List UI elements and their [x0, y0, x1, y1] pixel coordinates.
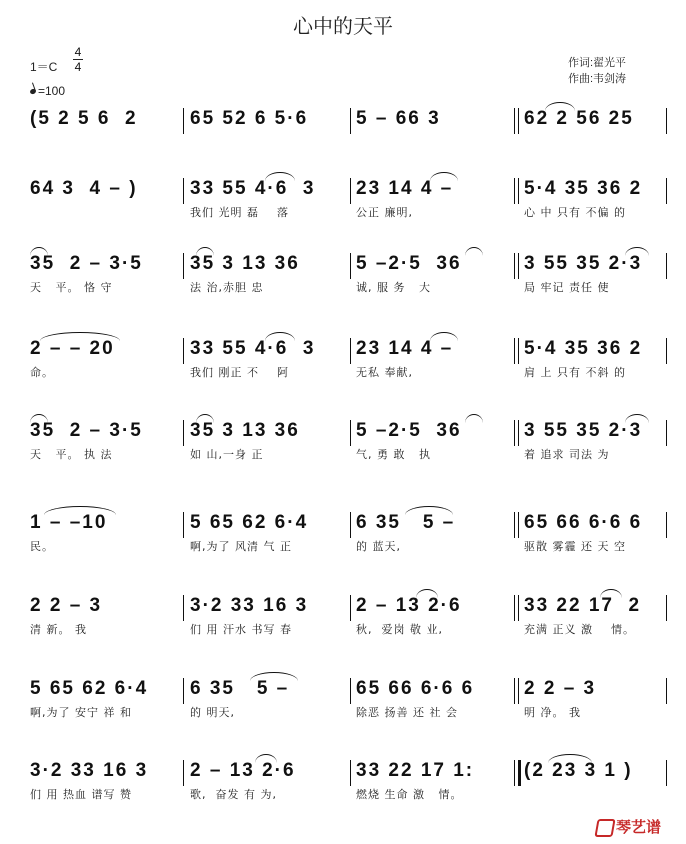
- measure-notes: 2 – 13 2·6: [190, 760, 296, 781]
- barline: [666, 108, 667, 134]
- composer: 作曲:韦剑涛: [568, 73, 627, 85]
- barline: [183, 760, 184, 786]
- measure: [520, 420, 662, 480]
- measure: [352, 338, 515, 398]
- barline: [666, 178, 667, 204]
- measure: [186, 512, 348, 572]
- measure-notes: 33 55 4·6 3: [190, 178, 316, 199]
- measure-lyrics: 们 用 汗水 书写 春: [190, 623, 292, 636]
- measure-lyrics: 着 追求 司法 为: [524, 448, 610, 461]
- measure-notes: 2 – – 20: [30, 338, 115, 359]
- barline: [183, 512, 184, 538]
- measure: [352, 512, 515, 572]
- measure-notes: 62 2 56 25: [524, 108, 634, 129]
- slur-mark: [430, 172, 458, 181]
- tempo-value: =100: [38, 84, 66, 98]
- barline: [183, 178, 184, 204]
- measure: [352, 108, 515, 168]
- slur-mark: [30, 414, 48, 423]
- measure-lyrics: 如 山,一身 正: [190, 448, 264, 461]
- measure-lyrics: 歌, 奋发 有 为,: [190, 788, 277, 801]
- measure: [26, 178, 181, 238]
- measure-notes: 65 66 6·6 6: [524, 512, 643, 533]
- measure-notes: 5 – 66 3: [356, 108, 441, 129]
- measure-lyrics: 局 牢记 责任 使: [524, 281, 610, 294]
- measure-notes: 64 3 4 – ): [30, 178, 138, 199]
- measure-notes: (2 23 3 1 ): [524, 760, 633, 781]
- measure-lyrics: 的 蓝天,: [356, 540, 401, 553]
- barline: [666, 420, 667, 446]
- measure-notes: 6 35 5 –: [356, 512, 456, 533]
- slur-mark: [465, 414, 483, 423]
- barline: [666, 512, 667, 538]
- measure: [520, 512, 662, 572]
- barline: [518, 595, 519, 621]
- score-row: [0, 253, 686, 313]
- measure: [186, 595, 348, 655]
- measure-notes: (5 2 5 6 2: [30, 108, 138, 129]
- measure-lyrics: 充满 正义 激 情。: [524, 623, 635, 636]
- measure: [26, 420, 181, 480]
- measure-notes: 33 55 4·6 3: [190, 338, 316, 359]
- score-row: [0, 678, 686, 738]
- measure-lyrics: 气, 勇 敢 执: [356, 448, 431, 461]
- measure: [26, 253, 181, 313]
- slur-mark: [265, 172, 295, 181]
- measure: [186, 420, 348, 480]
- barline: [518, 178, 519, 204]
- slur-mark: [465, 247, 483, 256]
- measure: [186, 760, 348, 820]
- score-row: [0, 178, 686, 238]
- slur-mark: [30, 247, 48, 256]
- barline: [183, 108, 184, 134]
- measure-lyrics: 秋, 爱岗 敬 业,: [356, 623, 443, 636]
- measure-lyrics: 啊,为了 安宁 祥 和: [30, 706, 132, 719]
- barline: [518, 760, 521, 786]
- barline: [350, 420, 351, 446]
- measure: [352, 253, 515, 313]
- measure-notes: 3·2 33 16 3: [30, 760, 149, 781]
- slur-mark: [548, 754, 592, 763]
- barline: [183, 678, 184, 704]
- measure: [26, 760, 181, 820]
- measure-notes: 5·4 35 36 2: [524, 338, 643, 359]
- measure: [26, 595, 181, 655]
- measure-lyrics: 无私 奉献,: [356, 366, 413, 379]
- measure-notes: 5 65 62 6·4: [30, 678, 149, 699]
- measure-notes: 5 –2·5 36: [356, 253, 462, 274]
- measure-notes: 33 22 17 2: [524, 595, 642, 616]
- score-row: [0, 512, 686, 572]
- measure-notes: 5 –2·5 36: [356, 420, 462, 441]
- barline: [666, 678, 667, 704]
- measure: [520, 108, 662, 168]
- measure-notes: 3 55 35 2·3: [524, 253, 643, 274]
- measure: [26, 678, 181, 738]
- score-row: [0, 760, 686, 820]
- logo-text: 琴艺谱: [616, 818, 662, 836]
- lyricist: 作词:翟光平: [568, 57, 627, 69]
- score-row: [0, 420, 686, 480]
- measure-lyrics: 除恶 扬善 还 社 会: [356, 706, 458, 719]
- barline: [183, 420, 184, 446]
- measure-notes: 6 35 5 –: [190, 678, 290, 699]
- slur-mark: [430, 332, 458, 341]
- measure-lyrics: 心 中 只有 不偏 的: [524, 206, 626, 219]
- barline: [518, 338, 519, 364]
- score-row: [0, 595, 686, 655]
- measure: [520, 338, 662, 398]
- barline: [666, 253, 667, 279]
- measure: [26, 512, 181, 572]
- measure-notes: 5·4 35 36 2: [524, 178, 643, 199]
- measure-notes: 1 – –10: [30, 512, 108, 533]
- barline: [518, 108, 519, 134]
- measure: [520, 760, 662, 820]
- barline: [518, 253, 519, 279]
- credits: [568, 55, 626, 87]
- measure: [520, 595, 662, 655]
- measure-notes: 2 2 – 3: [30, 595, 103, 616]
- barline: [350, 595, 351, 621]
- score-row: [0, 338, 686, 398]
- barline: [350, 678, 351, 704]
- slur-mark: [545, 102, 575, 111]
- measure-lyrics: 清 新。 我: [30, 623, 87, 636]
- barline: [666, 760, 667, 786]
- slur-mark: [625, 247, 649, 256]
- tempo-marking: [30, 84, 65, 98]
- measure: [26, 108, 181, 168]
- measure-lyrics: 明 净。 我: [524, 706, 581, 719]
- measure: [186, 108, 348, 168]
- slur-mark: [250, 672, 298, 681]
- measure-notes: 35 3 13 36: [190, 253, 300, 274]
- slur-mark: [44, 506, 116, 515]
- measure-notes: 23 14 4 –: [356, 178, 454, 199]
- measure: [352, 595, 515, 655]
- measure-lyrics: 我们 光明 磊 落: [190, 206, 289, 219]
- measure: [520, 178, 662, 238]
- measure-notes: 65 66 6·6 6: [356, 678, 475, 699]
- barline: [350, 760, 351, 786]
- measure: [352, 420, 515, 480]
- quarter-note-icon: [29, 88, 36, 95]
- barline: [666, 595, 667, 621]
- score-row: [0, 108, 686, 168]
- slur-mark: [40, 332, 120, 341]
- measure: [186, 678, 348, 738]
- slur-mark: [625, 414, 649, 423]
- barline: [518, 678, 519, 704]
- measure-notes: 35 2 – 3·5: [30, 420, 143, 441]
- measure-lyrics: 我们 刚正 不 阿: [190, 366, 289, 379]
- barline: [183, 338, 184, 364]
- measure: [352, 178, 515, 238]
- measure-lyrics: 肩 上 只有 不斜 的: [524, 366, 626, 379]
- measure-notes: 3·2 33 16 3: [190, 595, 309, 616]
- barline: [183, 595, 184, 621]
- site-logo: [596, 816, 661, 837]
- measure-lyrics: 天 平。 恪 守: [30, 281, 113, 294]
- time-signature-top: 4: [74, 45, 82, 59]
- measure: [352, 678, 515, 738]
- measure-lyrics: 法 治,赤胆 忠: [190, 281, 264, 294]
- barline: [183, 253, 184, 279]
- measure: [352, 760, 515, 820]
- barline: [350, 512, 351, 538]
- measure: [186, 253, 348, 313]
- measure-notes: 3 55 35 2·3: [524, 420, 643, 441]
- measure-notes: 2 – 13 2·6: [356, 595, 462, 616]
- measure-lyrics: 的 明天,: [190, 706, 235, 719]
- measure: [520, 678, 662, 738]
- time-signature-bottom: 4: [74, 60, 82, 74]
- barline: [350, 108, 351, 134]
- logo-icon: [594, 819, 615, 837]
- measure-lyrics: 命。: [30, 366, 54, 379]
- measure: [26, 338, 181, 398]
- slur-mark: [196, 247, 214, 256]
- slur-mark: [600, 589, 622, 598]
- measure: [186, 178, 348, 238]
- measure-notes: 65 52 6 5·6: [190, 108, 309, 129]
- measure-notes: 35 3 13 36: [190, 420, 300, 441]
- song-title: 心中的天平: [293, 14, 393, 38]
- barline: [518, 512, 519, 538]
- barline: [666, 338, 667, 364]
- measure-lyrics: 诚, 服 务 大: [356, 281, 431, 294]
- measure-notes: 5 65 62 6·4: [190, 512, 309, 533]
- slur-mark: [405, 506, 453, 515]
- time-signature: [72, 46, 84, 73]
- measure-notes: 35 2 – 3·5: [30, 253, 143, 274]
- slur-mark: [255, 754, 277, 763]
- barline: [350, 178, 351, 204]
- barline: [350, 253, 351, 279]
- measure-lyrics: 公正 廉明,: [356, 206, 413, 219]
- barline: [518, 420, 519, 446]
- measure-notes: 2 2 – 3: [524, 678, 597, 699]
- key-signature: 1＝C: [30, 60, 58, 74]
- measure-lyrics: 燃烧 生命 激 情。: [356, 788, 463, 801]
- measure: [186, 338, 348, 398]
- measure-notes: 33 22 17 1:: [356, 760, 475, 781]
- slur-mark: [196, 414, 214, 423]
- measure-lyrics: 们 用 热血 谱写 赞: [30, 788, 132, 801]
- measure-lyrics: 驱散 雾霾 还 天 空: [524, 540, 626, 553]
- measure-lyrics: 啊,为了 风清 气 正: [190, 540, 292, 553]
- measure-lyrics: 民。: [30, 540, 54, 553]
- measure-lyrics: 天 平。 执 法: [30, 448, 113, 461]
- measure-notes: 23 14 4 –: [356, 338, 454, 359]
- barline: [350, 338, 351, 364]
- slur-mark: [416, 589, 438, 598]
- measure: [520, 253, 662, 313]
- slur-mark: [265, 332, 295, 341]
